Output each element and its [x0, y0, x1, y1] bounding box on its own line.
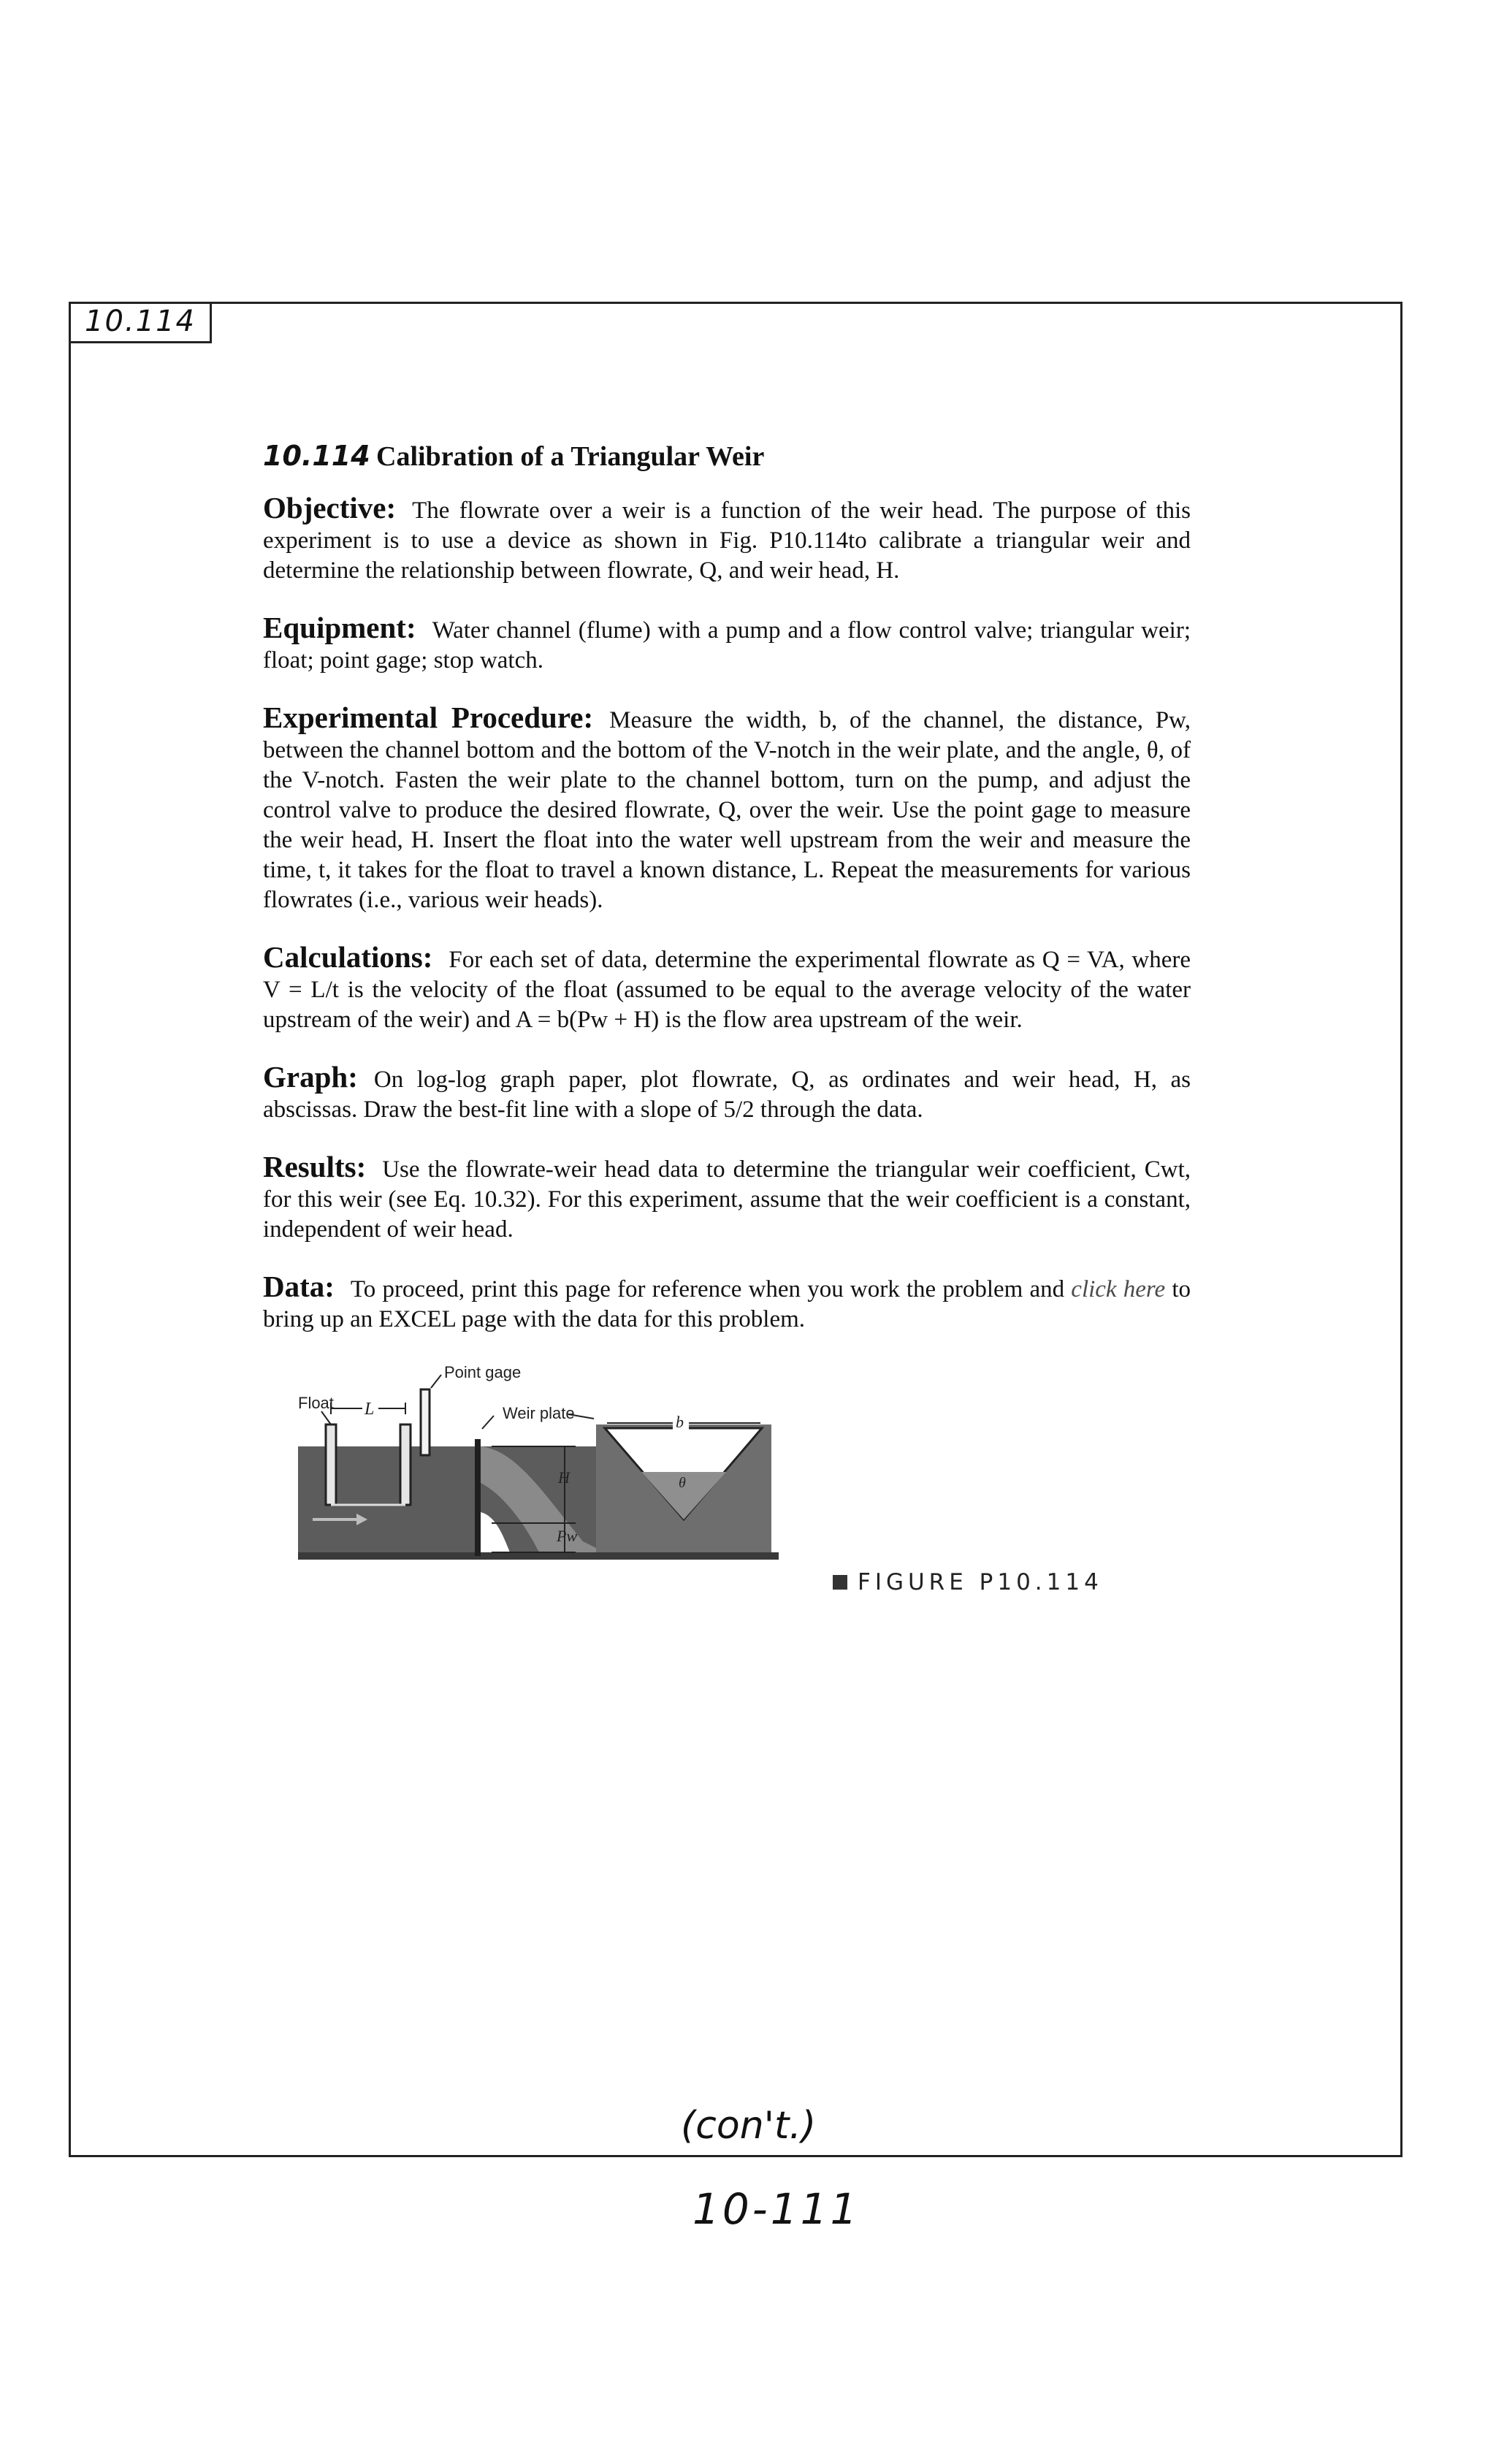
svg-text:b: b — [676, 1413, 684, 1431]
problem-tab: 10.114 — [69, 302, 212, 343]
problem-body — [263, 440, 1191, 1362]
problem-number: 10.114 — [263, 440, 370, 472]
continued-note: (con't.) — [681, 2104, 817, 2148]
graph-section: Graph: On log-log graph paper, plot flowrate, Q, as ordinates and weir head, H, as abscissas. Draw the best-fit line with a slope of 5/2 through the data. — [263, 1060, 1191, 1123]
weir-plate — [475, 1439, 481, 1556]
results-section: Results: Use the flowrate-weir head data to determine the triangular weir coefficient, Cwt, for this weir (see Eq. 10.32). For this experiment, assume that the weir coefficient is a constant, independent of weir head. — [263, 1150, 1191, 1243]
objective-section: Objective: The flowrate over a weir is a function of the weir head. The purpose of this experiment is to use a device as shown in Fig. P10.114to calibrate a triangular weir and determine the relationship between flowrate, Q, and weir head, H. — [263, 491, 1191, 584]
figure-caption: FIGURE P10.114 — [833, 1569, 1103, 1595]
excel-data-link[interactable]: click here — [1071, 1276, 1166, 1302]
equipment-section: Equipment: Water channel (flume) with a pump and a flow control valve; triangular weir; float; point gage; stop watch. — [263, 611, 1191, 674]
svg-text:Float: Float — [298, 1394, 334, 1412]
point-gage — [421, 1389, 430, 1455]
svg-text:Pw: Pw — [557, 1527, 578, 1545]
data-section: Data: To proceed, print this page for reference when you work the problem and click here to bring up an EXCEL page with the data for this problem. — [263, 1270, 1191, 1332]
caption-square-icon — [833, 1575, 847, 1590]
procedure-section: Experimental Procedure: Measure the width, b, of the channel, the distance, Pw, between the channel bottom and the bottom of the V-notch in the weir plate, and the angle, θ, of the V-notch. Fasten the weir plate to the channel bottom, turn on the pump, and adjust the control valve to produce the desired flowrate, Q, over the weir. Use the point gage to measure the weir head, H. Insert the float into the water well upstream from the weir and measure the time, t, it takes for the float to travel a known distance, L. Repeat the measurements for various flowrates (i.e., various weir heads). — [263, 701, 1191, 913]
float-left — [326, 1424, 336, 1505]
float-right — [400, 1424, 411, 1505]
svg-text:L: L — [365, 1400, 375, 1419]
problem-title-text: Calibration of a Triangular Weir — [376, 441, 765, 472]
svg-text:θ: θ — [679, 1475, 686, 1491]
calculations-section: Calculations: For each set of data, determine the experimental flowrate as Q = VA, where V = L/t is the velocity of the float (assumed to be equal to the average velocity of the water upstream of the weir) and A = b(Pw + H) is the flow area upstream of the weir. — [263, 940, 1191, 1033]
svg-text:Weir plate: Weir plate — [503, 1404, 575, 1422]
svg-text:H: H — [558, 1468, 570, 1487]
svg-text:Point gage: Point gage — [444, 1366, 522, 1381]
problem-title — [263, 440, 1191, 473]
page-number: 10-111 — [692, 2184, 860, 2234]
